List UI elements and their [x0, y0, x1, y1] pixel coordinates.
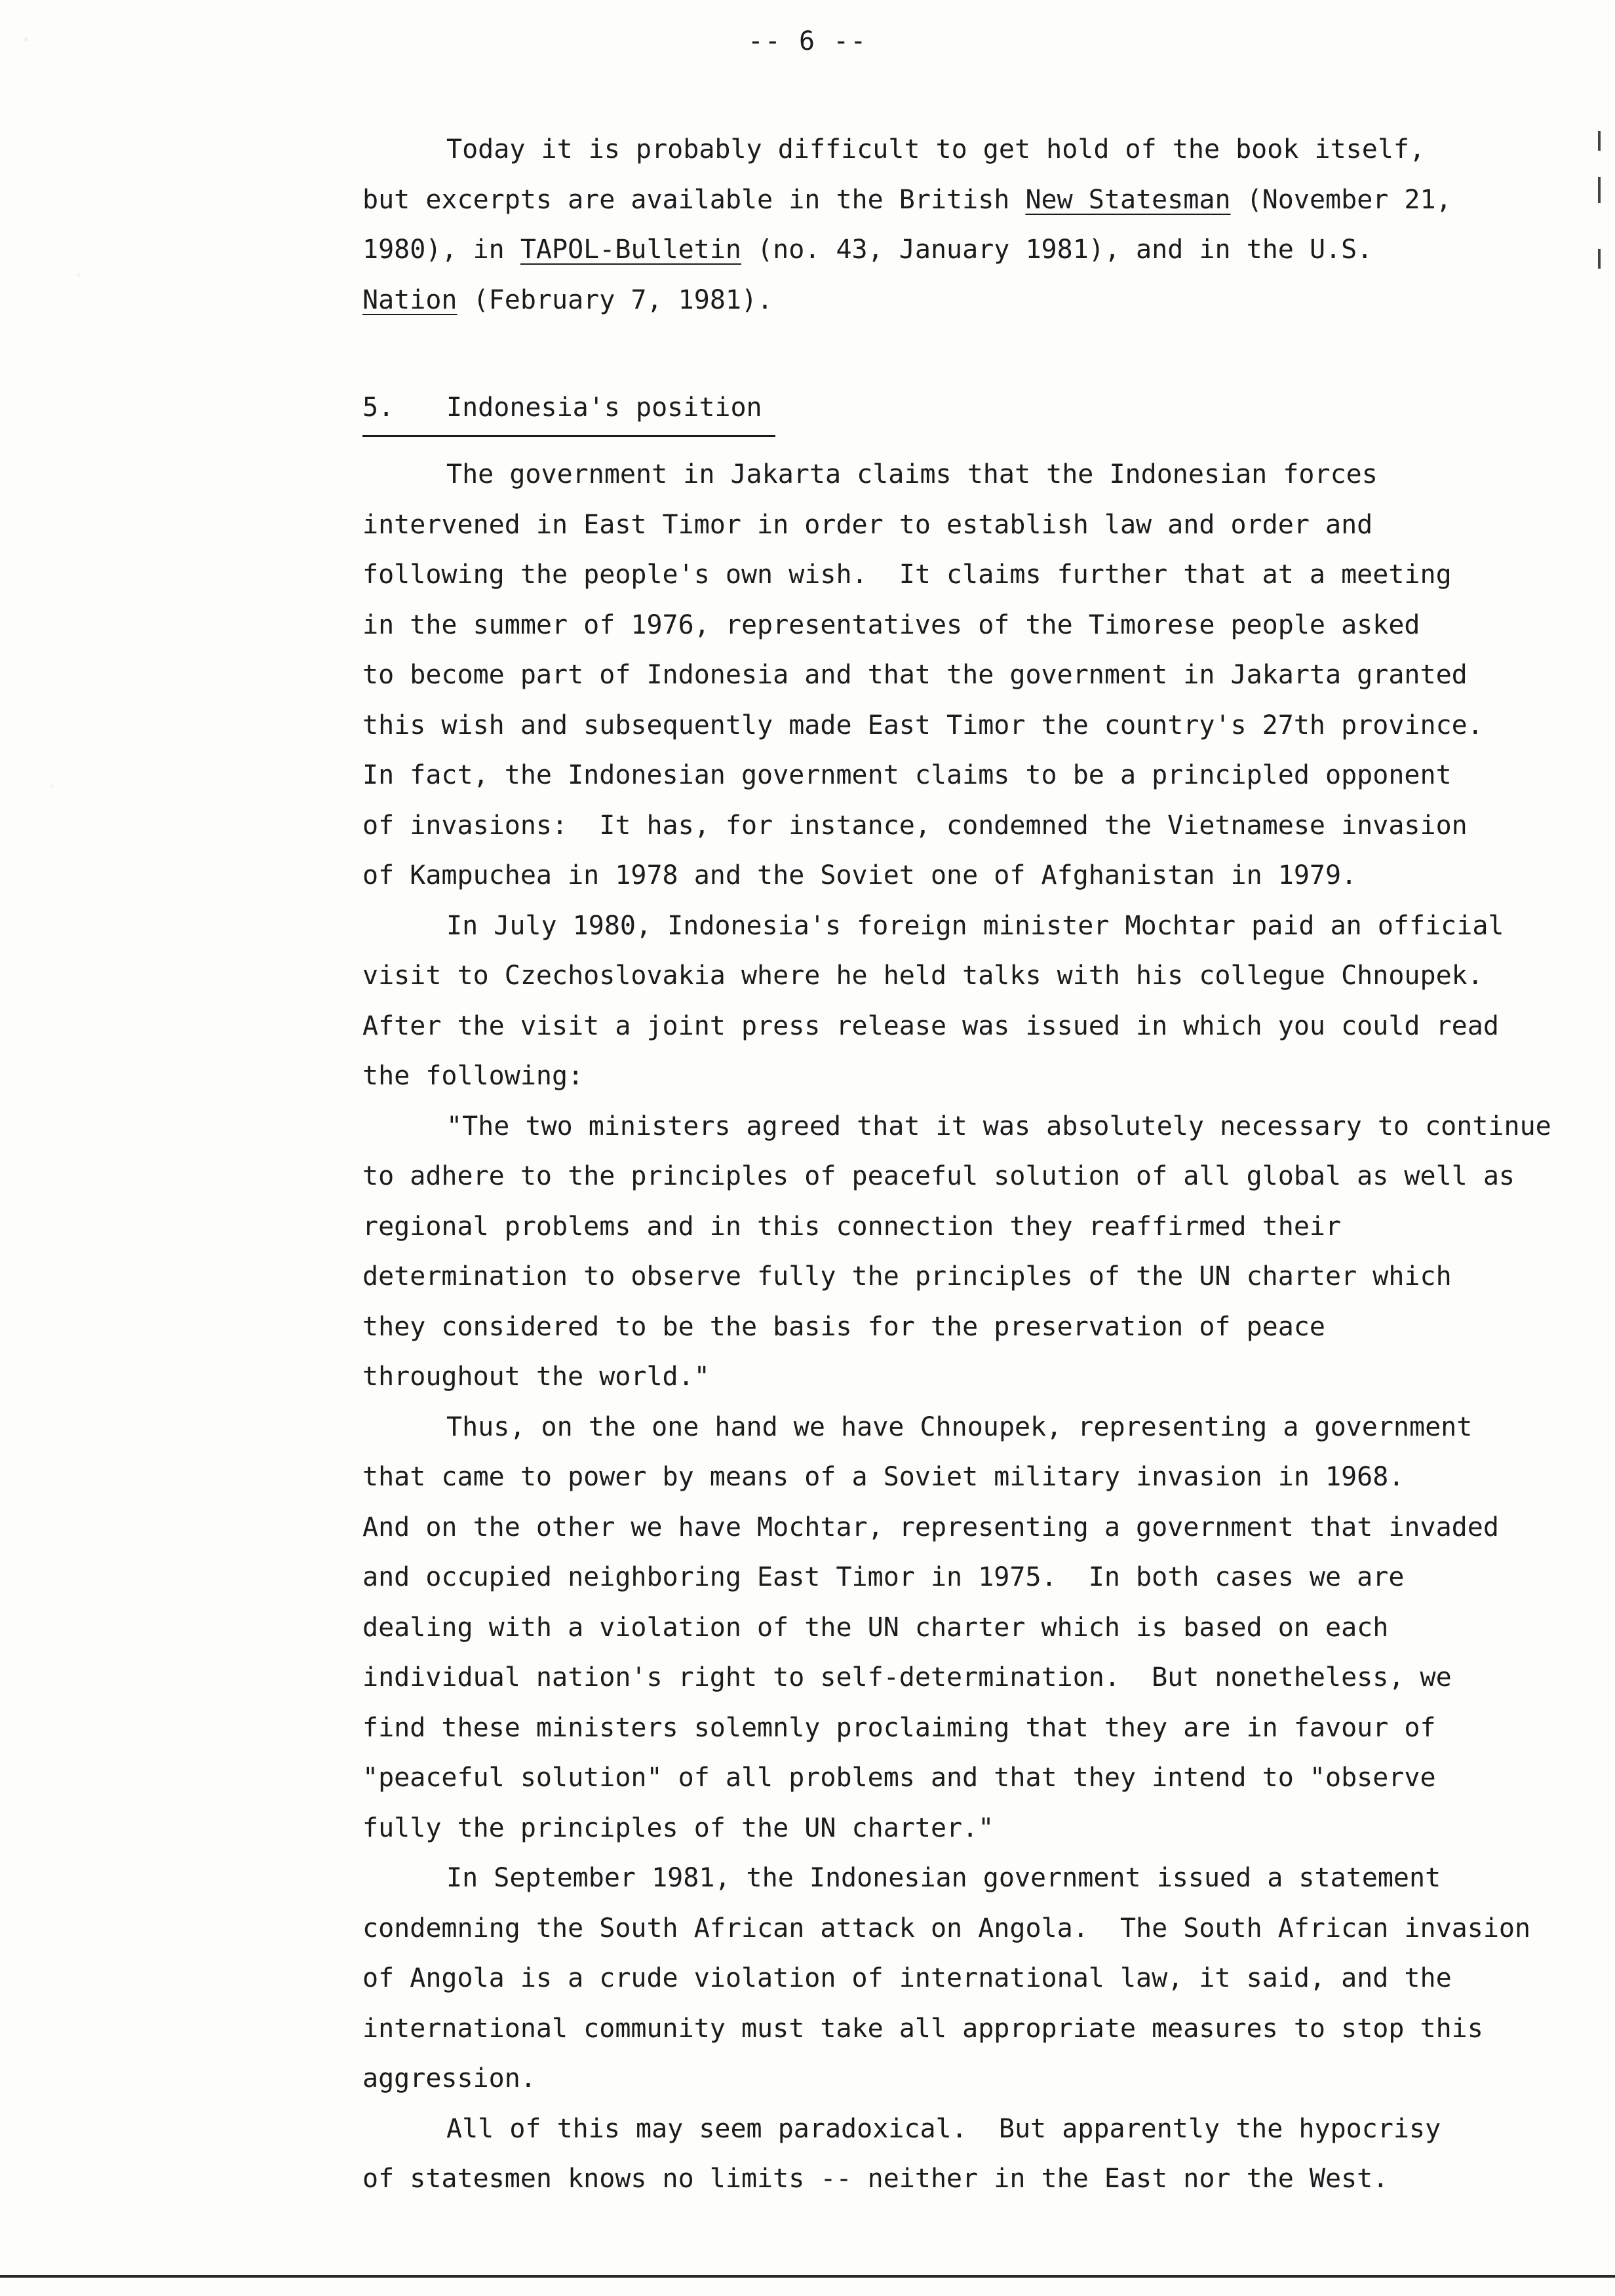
paragraph-line: this wish and subsequently made East Timor the country's 27th province.	[362, 710, 1483, 740]
paragraph-line: visit to Czechoslovakia where he held talks with his collegue Chnoupek.	[362, 961, 1483, 991]
paragraph-line: All of this may seem paradoxical. But apparently the hypocrisy	[446, 2113, 1441, 2144]
margin-mark	[1598, 131, 1601, 151]
paragraph-line: of Angola is a crude violation of international law, it said, and the	[362, 1963, 1452, 1993]
paragraph-line: to adhere to the principles of peaceful solution of all global as well as	[362, 1161, 1515, 1191]
paragraph-line: following the people's own wish. It claims further that at a meeting	[362, 560, 1452, 590]
paragraph-line: regional problems and in this connection they reaffirmed their	[362, 1211, 1342, 1242]
paragraph-line: Thus, on the one hand we have Chnoupek, representing a government	[446, 1411, 1473, 1442]
section-number: 5.	[362, 392, 395, 423]
margin-mark	[1598, 249, 1601, 269]
paragraph-line: dealing with a violation of the UN charter which is based on each	[362, 1612, 1389, 1643]
paragraph-line: fully the principles of the UN charter."	[362, 1812, 994, 1843]
paragraph-line: The government in Jakarta claims that the Indonesian forces	[446, 459, 1378, 489]
margin-mark	[1598, 177, 1601, 203]
paragraph-line: aggression.	[362, 2063, 536, 2094]
section-heading	[362, 383, 775, 437]
scan-margin-noise	[0, 0, 164, 2296]
paragraph-line: of invasions: It has, for instance, condemned the Vietnamese invasion	[362, 810, 1468, 841]
paragraph-line: of Kampuchea in 1978 and the Soviet one of Afghanistan in 1979.	[362, 860, 1357, 890]
publication-title: TAPOL-Bulletin	[520, 235, 741, 265]
intro-paragraph	[362, 124, 1608, 325]
paragraph-line: they considered to be the basis for the preservation of peace	[362, 1311, 1326, 1342]
paragraph-line: After the visit a joint press release was issued in which you could read	[362, 1010, 1499, 1041]
paragraph-line: intervened in East Timor in order to establish law and order and	[362, 509, 1373, 540]
paragraph-line: "peaceful solution" of all problems and that they intend to "observe	[362, 1763, 1436, 1793]
paragraph-line: In September 1981, the Indonesian government issued a statement	[446, 1863, 1441, 1893]
paragraph-line: throughout the world."	[362, 1362, 710, 1392]
paragraph-line: In July 1980, Indonesia's foreign minister Mochtar paid an official	[446, 910, 1504, 941]
page-number: -- 6 --	[747, 26, 868, 56]
section-body	[362, 450, 1608, 2204]
paragraph-line: international community must take all appropriate measures to stop this	[362, 2013, 1483, 2044]
intro-line: 1980), in TAPOL-Bulletin (no. 43, January 1981), and in the U.S.	[362, 235, 1373, 265]
publication-title: Nation	[362, 284, 457, 315]
paragraph-line: individual nation's right to self-determination. But nonetheless, we	[362, 1662, 1452, 1693]
paragraph-line: to become part of Indonesia and that the government in Jakarta granted	[362, 660, 1468, 690]
paragraph-line: determination to observe fully the principles of the UN charter which	[362, 1261, 1452, 1292]
paragraph-line: condemning the South African attack on Angola. The South African invasion	[362, 1913, 1531, 1943]
paragraph-line: In fact, the Indonesian government claims to be a principled opponent	[362, 760, 1452, 790]
paragraph-line: And on the other we have Mochtar, representing a government that invaded	[362, 1512, 1499, 1542]
intro-line: but excerpts are available in the British New Statesman (November 21,	[362, 184, 1452, 215]
section-title: Indonesia's position	[446, 392, 762, 423]
paragraph-line: that came to power by means of a Soviet military invasion in 1968.	[362, 1462, 1405, 1492]
bottom-rule	[0, 2275, 1615, 2278]
paragraph-line: the following:	[362, 1061, 584, 1091]
intro-line: Nation (February 7, 1981).	[362, 284, 773, 315]
paragraph-line: of statesmen knows no limits -- neither in the East nor the West.	[362, 2164, 1389, 2194]
paragraph-line: and occupied neighboring East Timor in 1975. In both cases we are	[362, 1562, 1405, 1592]
publication-title: New Statesman	[1025, 184, 1231, 215]
paragraph-line: "The two ministers agreed that it was absolutely necessary to continue	[446, 1111, 1551, 1141]
paragraph-line: find these ministers solemnly proclaiming that they are in favour of	[362, 1712, 1436, 1743]
paragraph-line: in the summer of 1976, representatives of the Timorese people asked	[362, 609, 1420, 640]
intro-line: Today it is probably difficult to get hold of the book itself,	[446, 134, 1426, 164]
